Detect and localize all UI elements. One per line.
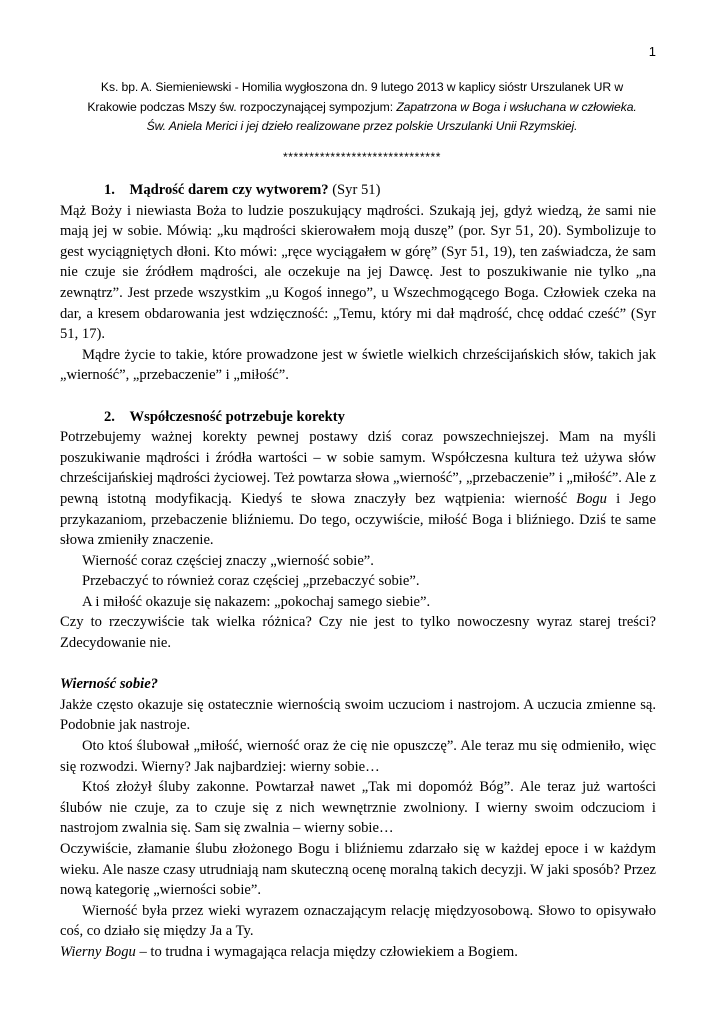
page-number: 1 <box>648 44 656 59</box>
section-3-paragraph-3: Ktoś złożył śluby zakonne. Powtarzał nawet „Tak mi dopomóż Bóg”. Ale teraz już wartości ślubów nie czuje, za to czuje się z nich wewnętrznie zwolniony. I wierny swoim odczuciom i nastrojom zwalnia się. Sam się zwalnia – wierny sobie… <box>60 779 656 837</box>
section-2-paragraph-end: Czy to rzeczywiście tak wielka różnica? Czy nie jest to tylko nowoczesny wyraz starej treści? Zdecydowanie nie. <box>60 614 656 652</box>
section-2-line-2: Przebaczyć to również coraz częściej „przebaczyć sobie”. <box>82 573 420 590</box>
section-3-paragraph-1: Jakże często okazuje się ostatecznie wiernością swoim uczuciom i nastrojom. A uczucia zmienne są. Podobnie jak nastroje. <box>60 696 656 734</box>
section-1-ref: (Syr 51) <box>328 182 381 198</box>
header-line-3-title: Św. Aniela Merici i jej dzieło realizowane przez polskie Urszulanki Unii Rzymskiej. <box>146 119 578 133</box>
section-2-title: Współczesność potrzebuje korekty <box>129 408 345 425</box>
section-2-line-1: Wierność coraz częściej znaczy „wierność sobie”. <box>82 552 374 569</box>
header-line-1: Ks. bp. A. Siemieniewski - Homilia wygłoszona dn. 9 lutego 2013 w kaplicy sióstr Urszulanek UR w <box>100 80 624 94</box>
section-2-paragraph-1 <box>60 427 656 551</box>
section-2-heading <box>60 407 656 428</box>
header-line-3 <box>60 117 664 137</box>
separator: ****************************** <box>282 150 442 164</box>
section-1-paragraph-2: Mądre życie to takie, które prowadzone jest w świetle wielkich chrześcijańskich słów, takich jak „wierność”, „przebaczenie” i „miłość”. <box>60 346 656 384</box>
document-body <box>60 180 656 963</box>
section-2-p1-italic: Bogu <box>576 490 607 507</box>
header-line-2-title: Zapatrzona w Boga i wsłuchana w człowieka. <box>396 99 637 114</box>
section-3-heading: Wierność sobie? <box>60 676 158 693</box>
section-1-title: Mądrość darem czy wytworem? <box>129 182 329 198</box>
section-1-paragraph-1: Mąż Boży i niewiasta Boża to ludzie poszukujący mądrości. Szukają jej, gdyż wiedzą, że sami nie mają jej w sobie. Mówią: „ku mądrości skierowałem moją duszę” (por. Syr 51, 20). Symbolizuje to gest wyciągniętych dłoni. Kto mówi: „ręce wyciągałem w górę” (Syr 51, 19), ten zaświadcza, że sam nie czuje sie źródłem mądrości, ale oczekuje na jej Dawcę. Jest to poszukiwanie nie tylko „na zewnątrz”. Jest przede wszystkim „u Kogoś innego”, u Wszechmogącego Boga. Człowiek czeka na dar, a kresem obdarowania jest wdzięczność: „Temu, który mi dał mądrość, chcę oddać cześć” (Syr 51, 17). <box>60 202 656 343</box>
section-3-paragraph-6 <box>60 942 656 963</box>
section-1-heading <box>60 180 656 201</box>
section-3-paragraph-5: Wierność była przez wieki wyrazem oznaczającym relację międzyosobową. Słowo to opisywało coś, co działo się między Ja a Ty. <box>60 902 656 940</box>
section-3-p6-italic: Wierny Bogu <box>60 943 136 960</box>
section-2-p1-b: i Jego przykazaniom, przebaczenie bliźniemu. Do tego, oczywiście, miłość Boga i bliźniego. Dziś te same słowa zmieniły znaczenie. <box>60 490 656 549</box>
header-line-2-text: Krakowie podczas Mszy św. rozpoczynającej sympozjum: <box>87 99 397 114</box>
header-line-2 <box>60 98 664 118</box>
section-3-paragraph-2: Oto ktoś ślubował „miłość, wierność oraz że cię nie opuszczę”. Ale teraz mu się odmieniło, więc się rozwodzi. Wierny? Jak najbardziej: wierny sobie… <box>60 738 656 775</box>
section-2-line-3: A i miłość okazuje się nakazem: „pokochaj samego siebie”. <box>82 593 431 610</box>
section-2-number: 2. <box>104 408 115 425</box>
section-2-p1-a: Potrzebujemy ważnej korekty pewnej postawy dziś coraz powszechniejszej. Mam na myśli poszukiwanie mądrości i źródła wartości – w sobie samym. Współczesna kultura też używa słów chrześcijańskiej mądrości życiowej. Też powtarza słowa „wierność”, „przebaczenie” i „miłość”. Ale z pewną istotną modyfikacją. Kiedyś te słowa znaczyły bez wątpienia: wierność <box>60 429 656 507</box>
section-3-paragraph-4: Oczywiście, złamanie ślubu złożonego Bogu i bliźniemu zdarzało się w każdej epoce i w każdym wieku. Ale nasze czasy utrudniają nam skuteczną ocenę moralną takich decyzji. W jaki sposób? Przez nową kategorię „wierności sobie”. <box>60 841 656 899</box>
section-1-number: 1. <box>104 182 115 198</box>
section-3-p6-rest: – to trudna i wymagająca relacja między człowiekiem a Bogiem. <box>135 943 518 960</box>
document-header <box>60 78 664 137</box>
